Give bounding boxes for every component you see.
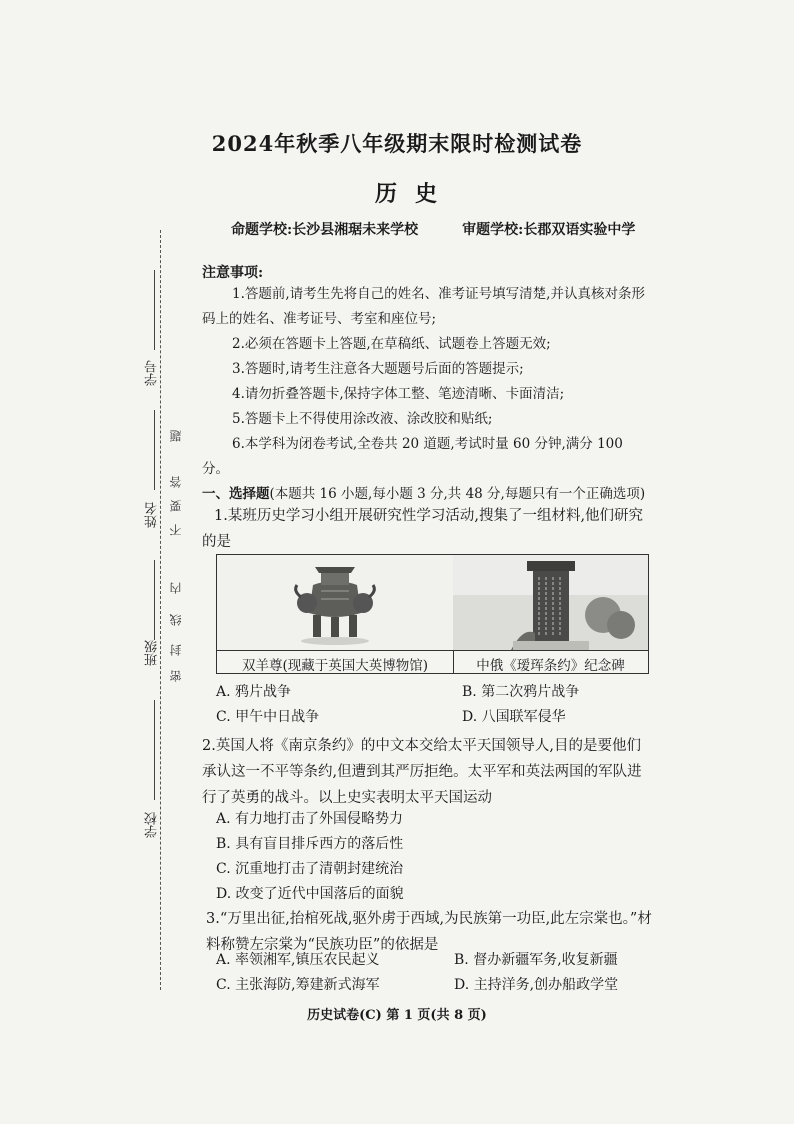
question-2-option-c[interactable]: C. 沉重地打击了清朝封建统治	[216, 861, 404, 877]
school-label: 学校	[145, 812, 160, 838]
school-info	[231, 219, 635, 239]
name-blank	[154, 410, 155, 490]
class-label: 班级	[145, 640, 160, 666]
note-item: 1.答题前,请考生先将自己的姓名、准考证号填写清楚,并认真核对条形码上的姓名、准考证号、考室和座位号;	[202, 286, 645, 327]
page-footer: 历史试卷(C) 第 1 页(共 8 页)	[307, 1008, 487, 1023]
seal-char-mi: 密	[169, 652, 183, 682]
ram-zun-photo	[217, 555, 453, 650]
seal-line	[160, 230, 161, 990]
exam-title: 2024年秋季八年级期末限时检测试卷	[211, 131, 583, 156]
question-3-stem: 3.“万里出征,抬棺死战,驱外虏于西域,为民族第一功臣,此左宗棠也。”材料称赞左宗棠为“民族功臣”的依据是	[206, 911, 652, 953]
question-1-material-table	[216, 554, 649, 674]
class-blank	[154, 560, 155, 640]
question-1-option-b[interactable]: B. 第二次鸦片战争	[462, 684, 580, 700]
question-3-option-d[interactable]: D. 主持洋务,创办船政学堂	[454, 977, 619, 993]
student-no-label: 学号	[145, 360, 160, 386]
note-item: 4.请勿折叠答题卡,保持字体工整、笔迹清晰、卡面清洁;	[232, 386, 565, 402]
seal-char-yao: 要	[169, 482, 183, 512]
seal-char-da: 答	[169, 458, 183, 488]
note-item: 3.答题时,请考生注意各大题题号后面的答题提示;	[232, 361, 524, 377]
question-3-option-a[interactable]: A. 率领湘军,镇压农民起义	[216, 952, 380, 968]
question-2-option-a[interactable]: A. 有力地打击了外国侵略势力	[216, 811, 404, 827]
caption-right: 中俄《瑷珲条约》纪念碑	[476, 658, 625, 674]
caption-row	[217, 650, 648, 674]
seal-char-feng: 封	[169, 626, 183, 656]
bronze-vessel-image	[217, 555, 453, 650]
caption-left: 双羊尊(现藏于英国大英博物馆)	[241, 658, 429, 674]
seal-char-bu: 不	[169, 506, 183, 536]
monument-image	[453, 555, 648, 650]
name-label: 姓名	[145, 502, 160, 528]
question-2-stem: 2.英国人将《南京条约》的中文本交给太平天国领导人,目的是要他们承认这一不平等条约,但遭到其严厉拒绝。太平军和英法两国的军队进行了英勇的战斗。以上史实表明太平天国运动	[202, 738, 642, 806]
notes-heading: 注意事项:	[202, 265, 264, 281]
reviewer-school: 审题学校:长郡双语实验中学	[462, 222, 636, 238]
question-1-option-c[interactable]: C. 甲午中日战争	[216, 709, 320, 725]
section-title: 一、选择题	[202, 486, 270, 502]
note-item: 6.本学科为闭卷考试,全卷共 20 道题,考试时量 60 分钟,满分 100 分。	[202, 436, 623, 477]
aigun-monument-photo	[453, 555, 648, 650]
note-item: 5.答题卡上不得使用涂改液、涂改胶和贴纸;	[232, 411, 493, 427]
section-heading	[202, 482, 645, 502]
question-2-option-b[interactable]: B. 具有盲目排斥西方的落后性	[216, 836, 404, 852]
setter-school: 命题学校:长沙县湘琚未来学校	[231, 222, 419, 238]
section-desc: (本题共 16 小题,每小题 3 分,共 48 分,每题只有一个正确选项)	[269, 486, 646, 502]
seal-char-xian: 线	[169, 596, 183, 626]
binding-margin	[132, 230, 192, 990]
question-3-option-b[interactable]: B. 督办新疆军务,收复新疆	[454, 952, 618, 968]
question-1-option-a[interactable]: A. 鸦片战争	[216, 684, 292, 700]
question-1-stem: 1.某班历史学习小组开展研究性学习活动,搜集了一组材料,他们研究的是	[202, 508, 644, 550]
note-item: 2.必须在答题卡上答题,在草稿纸、试题卷上答题无效;	[232, 336, 551, 352]
seal-char-ti: 题	[169, 412, 183, 442]
question-1-option-d[interactable]: D. 八国联军侵华	[462, 709, 566, 725]
question-3-option-c[interactable]: C. 主张海防,筹建新式海军	[216, 977, 380, 993]
student-no-blank	[154, 270, 155, 350]
exam-subject: 历史	[374, 181, 455, 207]
seal-char-nei: 内	[169, 564, 183, 594]
school-blank	[154, 700, 155, 800]
question-2-option-d[interactable]: D. 改变了近代中国落后的面貌	[216, 886, 404, 902]
